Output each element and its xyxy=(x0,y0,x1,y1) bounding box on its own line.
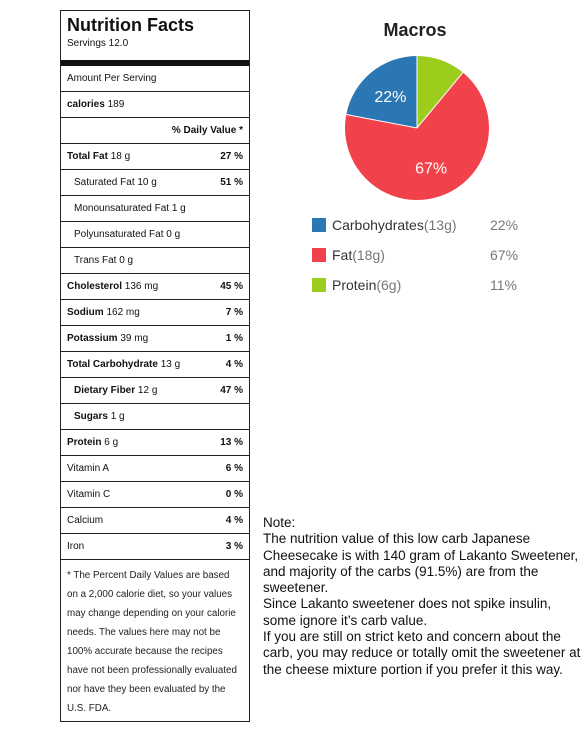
nutrient-amount: 39 mg xyxy=(120,333,149,344)
nutrient-dv: 3 % xyxy=(225,541,243,552)
nutrient-dv: 45 % xyxy=(220,281,243,292)
legend-swatch xyxy=(312,218,326,232)
legend-swatch xyxy=(312,248,326,262)
nutrient-row-polyunsaturated-fat xyxy=(61,222,249,248)
nutrient-amount: 0 g xyxy=(119,255,134,266)
nutrient-amount: 18 g xyxy=(110,151,131,162)
calories-row xyxy=(61,92,249,118)
legend-swatch xyxy=(312,278,326,292)
nutrient-dv: 7 % xyxy=(225,307,243,318)
nutrient-name: Sugars xyxy=(74,411,108,422)
nutrient-row-cholesterol xyxy=(61,274,249,300)
nutrient-dv: 13 % xyxy=(220,437,243,448)
calories-label: calories xyxy=(67,99,105,110)
nutrient-row-iron xyxy=(61,534,249,560)
legend-label: Protein xyxy=(332,277,377,293)
nutrient-row-dietary-fiber xyxy=(61,378,249,404)
nutrient-name: Dietary Fiber xyxy=(74,385,136,396)
nutrient-row-vitamin-c xyxy=(61,482,249,508)
macros-title: Macros xyxy=(383,20,447,40)
nutrient-row-total-fat xyxy=(61,144,249,170)
daily-value-footnote: * The Percent Daily Values are based on a 2,000 calorie diet, so your values may change depending on your calorie needs. The values here may not be 100% accurate because the recipes have not been professionally evaluated nor have they been evaluated by the U.S. FDA. xyxy=(67,570,237,714)
legend-item-fat xyxy=(312,246,385,264)
nutrient-dv: 27 % xyxy=(220,151,243,162)
nutrient-amount: 12 g xyxy=(137,385,158,396)
nutrient-name: Vitamin A xyxy=(67,463,110,474)
nutrient-name: Total Fat xyxy=(67,151,108,162)
nutrient-amount: 0 g xyxy=(166,229,181,240)
nutrient-row-protein xyxy=(61,430,249,456)
label-title: Nutrition Facts xyxy=(67,15,195,35)
legend-label: Fat xyxy=(332,247,353,263)
daily-value-header-row xyxy=(61,118,249,144)
nutrient-row-sodium xyxy=(61,300,249,326)
servings: Servings 12.0 xyxy=(67,38,129,49)
nutrient-row-monounsaturated-fat xyxy=(61,196,249,222)
nutrient-row-potassium xyxy=(61,326,249,352)
note-paragraph: The nutrition value of this low carb Japanese Cheesecake is with 140 gram of Lakanto Sweetener, and majority of the carbs (91.5%) are from the sweetener. xyxy=(263,531,579,596)
note-section xyxy=(263,515,583,678)
nutrient-row-saturated-fat xyxy=(61,170,249,196)
legend-item-carbohydrates xyxy=(312,216,457,234)
note-paragraph: Since Lakanto sweetener does not spike insulin, some ignore it’s carb value. xyxy=(263,596,552,628)
nutrient-amount: 1 g xyxy=(171,203,186,214)
nutrient-row-total-carbohydrate xyxy=(61,352,249,378)
nutrient-dv: 4 % xyxy=(225,515,243,526)
nutrition-facts-label xyxy=(60,10,250,722)
nutrient-amount: 6 g xyxy=(104,437,119,448)
legend-pct: 22% xyxy=(490,217,519,233)
legend-grams: (6g) xyxy=(376,277,402,293)
nutrient-name: Saturated Fat xyxy=(74,177,135,188)
note-heading: Note: xyxy=(263,515,296,530)
nutrient-name: Protein xyxy=(67,437,102,448)
nutrient-dv: 6 % xyxy=(225,463,243,474)
nutrient-amount: 13 g xyxy=(160,359,181,370)
legend-item-protein xyxy=(312,276,401,294)
nutrient-row-sugars xyxy=(61,404,249,430)
legend-grams: (13g) xyxy=(423,217,457,233)
nutrient-row-calcium xyxy=(61,508,249,534)
amount-per-serving-row xyxy=(61,66,249,92)
nutrient-dv: 51 % xyxy=(220,177,243,188)
nutrient-amount: 162 mg xyxy=(106,307,140,318)
pie-slice-label: 67% xyxy=(415,160,448,178)
nutrient-dv: 47 % xyxy=(220,385,243,396)
nutrient-name: Monounsaturated Fat xyxy=(74,203,170,214)
nutrient-name: Total Carbohydrate xyxy=(67,359,158,370)
legend-label: Carbohydrates xyxy=(332,217,424,233)
nutrient-name: Polyunsaturated Fat xyxy=(74,229,164,240)
amount-per-serving: Amount Per Serving xyxy=(67,73,157,84)
nutrient-amount: 1 g xyxy=(110,411,125,422)
pie-slice-label: 22% xyxy=(374,88,407,106)
nutrient-row-vitamin-a xyxy=(61,456,249,482)
nutrient-dv: 1 % xyxy=(225,333,243,344)
nutrient-amount: 10 g xyxy=(137,177,157,188)
nutrient-name: Cholesterol xyxy=(67,281,123,292)
macros-pie-chart xyxy=(344,55,490,201)
nutrient-amount: 136 mg xyxy=(124,281,159,292)
nutrient-row-trans-fat xyxy=(61,248,249,274)
nutrient-name: Trans Fat xyxy=(74,255,117,266)
calories-value: 189 xyxy=(107,99,125,110)
legend-grams: (18g) xyxy=(352,247,385,263)
note-paragraph: If you are still on strict keto and concern about the carb, you may reduce or totally omit the sweetener at the cheese mixture portion if you prefer it this way. xyxy=(263,629,581,677)
nutrient-name: Iron xyxy=(67,541,85,552)
nutrient-name: Potassium xyxy=(67,333,118,344)
nutrient-dv: 4 % xyxy=(225,359,243,370)
daily-value-header: % Daily Value * xyxy=(171,125,243,136)
nutrient-name: Sodium xyxy=(67,307,104,318)
legend-pct: 67% xyxy=(490,247,519,263)
legend-pct: 11% xyxy=(490,277,517,293)
nutrient-name: Vitamin C xyxy=(67,489,111,500)
nutrient-dv: 0 % xyxy=(225,489,243,500)
nutrient-name: Calcium xyxy=(67,515,104,526)
